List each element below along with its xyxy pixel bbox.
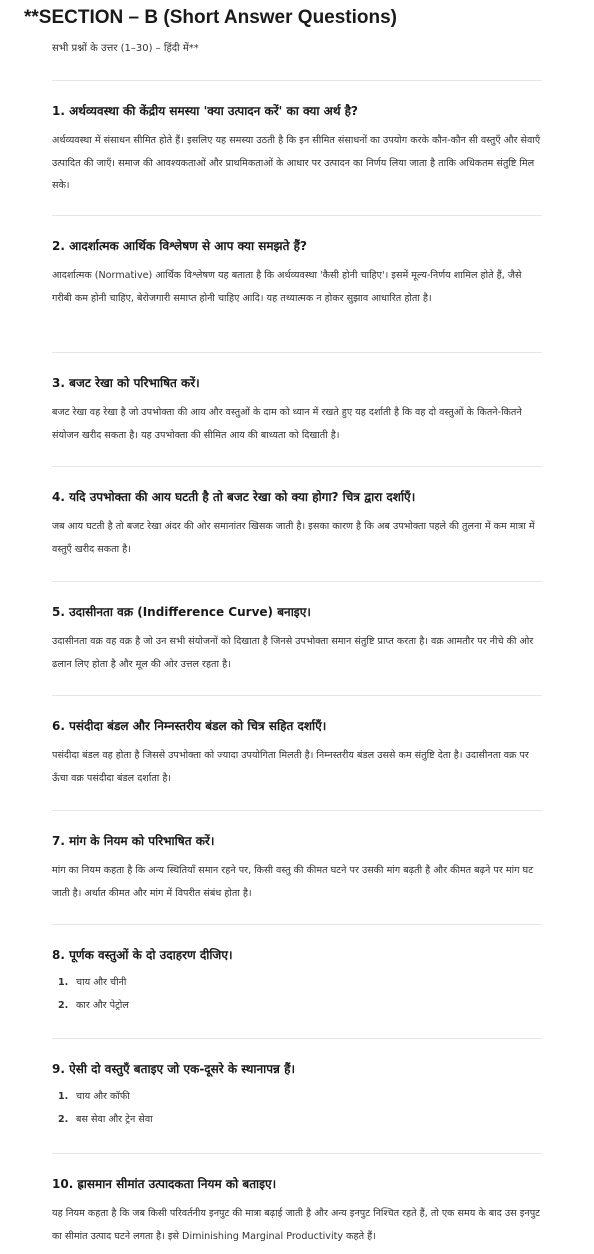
question-8: 8. पूर्णक वस्तुओं के दो उदाहरण दीजिए।: [52, 948, 233, 962]
answer-5: उदासीनता वक्र वह वक्र है जो उन सभी संयोजनों को दिखाता है जिनसे उपभोक्ता समान संतुष्टि प्राप्त करता है। वक्र आमतौर पर नीचे की ओर ढलान लिए होता है और मूल की ओर उत्तल रहता है।: [52, 636, 534, 670]
question-block-1: [52, 81, 542, 215]
list-number: 1.: [58, 1091, 69, 1102]
question-block-10: [52, 1154, 542, 1254]
question-1: 1. अर्थव्यवस्था की केंद्रीय समस्या 'क्या उत्पादन करें' का क्या अर्थ है?: [52, 104, 358, 118]
question-7: 7. मांग के नियम को परिभाषित करें।: [52, 834, 215, 848]
list-item: [58, 1109, 542, 1132]
page-title: **SECTION – B (Short Answer Questions): [24, 7, 398, 28]
question-9: 9. ऐसी दो वस्तुएँ बताइए जो एक-दूसरे के स्थानापन्न हैं।: [52, 1062, 295, 1076]
question-block-8: [52, 925, 542, 1038]
page-subtitle: सभी प्रश्नों के उत्तर (1–30) – हिंदी में**: [52, 43, 199, 54]
answer-10: यह नियम कहता है कि जब किसी परिवर्तनीय इनपुट की मात्रा बढ़ाई जाती है और अन्य इनपुट निश्चित रहते हैं, तो एक समय के बाद उस इनपुट का सीमांत उत्पाद घटने लगता है। इसे Diminishing Marginal Productivity कहते हैं।: [52, 1208, 541, 1242]
question-6: 6. पसंदीदा बंडल और निम्नस्तरीय बंडल को चित्र सहित दर्शाएँ।: [52, 719, 327, 733]
list-number: 2.: [58, 999, 69, 1011]
list-text: बस सेवा और ट्रेन सेवा: [76, 1113, 153, 1125]
answer-6: पसंदीदा बंडल वह होता है जिससे उपभोक्ता को ज्यादा उपयोगिता मिलती है। निम्नस्तरीय बंडल उससे कम संतुष्टि देता है। उदासीनता वक्र पर ऊँचा वक्र पसंदीदा बंडल दर्शाता है।: [52, 750, 529, 784]
question-block-9: [52, 1039, 542, 1153]
question-block-7: [52, 811, 542, 924]
answer-1: अर्थव्यवस्था में संसाधन सीमित होते हैं। इसलिए यह समस्या उठती है कि इन सीमित संसाधनों का उपयोग करके कौन-कौन सी वस्तुएँ और सेवाएँ उत्पादित की जाएँ। समाज की आवश्यकताओं और प्राथमिकताओं के आधार पर उत्पादन का निर्णय लिया जाता है ताकि अधिकतम संतुष्टि मिल सके।: [52, 135, 541, 191]
answer-4: जब आय घटती है तो बजट रेखा अंदर की ओर समानांतर खिसक जाती है। इसका कारण है कि अब उपभोक्ता पहले की तुलना में कम मात्रा में वस्तुएँ खरीद सकता है।: [52, 521, 535, 555]
answer-3: बजट रेखा वह रेखा है जो उपभोक्ता की आय और वस्तुओं के दाम को ध्यान में रखते हुए यह दर्शाती है कि वह दो वस्तुओं के कितने-कितने संयोजन खरीद सकता है। यह उपभोक्ता की सीमित आय की बाध्यता को दिखाती है।: [52, 407, 522, 441]
question-2: 2. आदर्शात्मक आर्थिक विश्लेषण से आप क्या समझते हैं?: [52, 239, 307, 253]
list-text: कार और पेट्रोल: [76, 999, 129, 1011]
answer-2: आदर्शात्मक (Normative) आर्थिक विश्लेषण यह बताता है कि अर्थव्यवस्था 'कैसी होनी चाहिए'। इसमें मूल्य-निर्णय शामिल होते हैं, जैसे गरीबी कम होनी चाहिए, बेरोजगारी समाप्त होनी चाहिए आदि। यह तथ्यात्मक न होकर सुझाव आधारित होता है।: [52, 270, 522, 304]
list-number: 2.: [58, 1113, 69, 1125]
question-block-6: [52, 696, 542, 810]
question-block-3: [52, 353, 542, 466]
question-block-4: [52, 467, 542, 581]
answer-7: मांग का नियम कहता है कि अन्य स्थितियाँ समान रहने पर, किसी वस्तु की कीमत घटने पर उसकी मांग बढ़ती है और कीमत बढ़ने पर मांग घट जाती है। अर्थात कीमत और मांग में विपरीत संबंध होता है।: [52, 865, 534, 899]
question-block-5: [52, 582, 542, 695]
question-4: 4. यदि उपभोक्ता की आय घटती है तो बजट रेखा को क्या होगा? चित्र द्वारा दर्शाएँ।: [52, 490, 416, 504]
answer-list-9: [52, 1086, 542, 1131]
question-5: 5. उदासीनता वक्र (Indifference Curve) बनाइए।: [52, 605, 311, 619]
list-text: चाय और चीनी: [76, 977, 127, 988]
question-3: 3. बजट रेखा को परिभाषित करें।: [52, 376, 200, 390]
list-text: चाय और कॉफी: [76, 1091, 130, 1102]
list-number: 1.: [58, 977, 69, 988]
list-item: [58, 972, 542, 995]
list-item: [58, 1086, 542, 1109]
question-10: 10. ह्रासमान सीमांत उत्पादकता नियम को बताइए।: [52, 1177, 277, 1191]
answer-list-8: [52, 972, 542, 1017]
question-block-2: [52, 216, 542, 352]
list-item: [58, 995, 542, 1018]
